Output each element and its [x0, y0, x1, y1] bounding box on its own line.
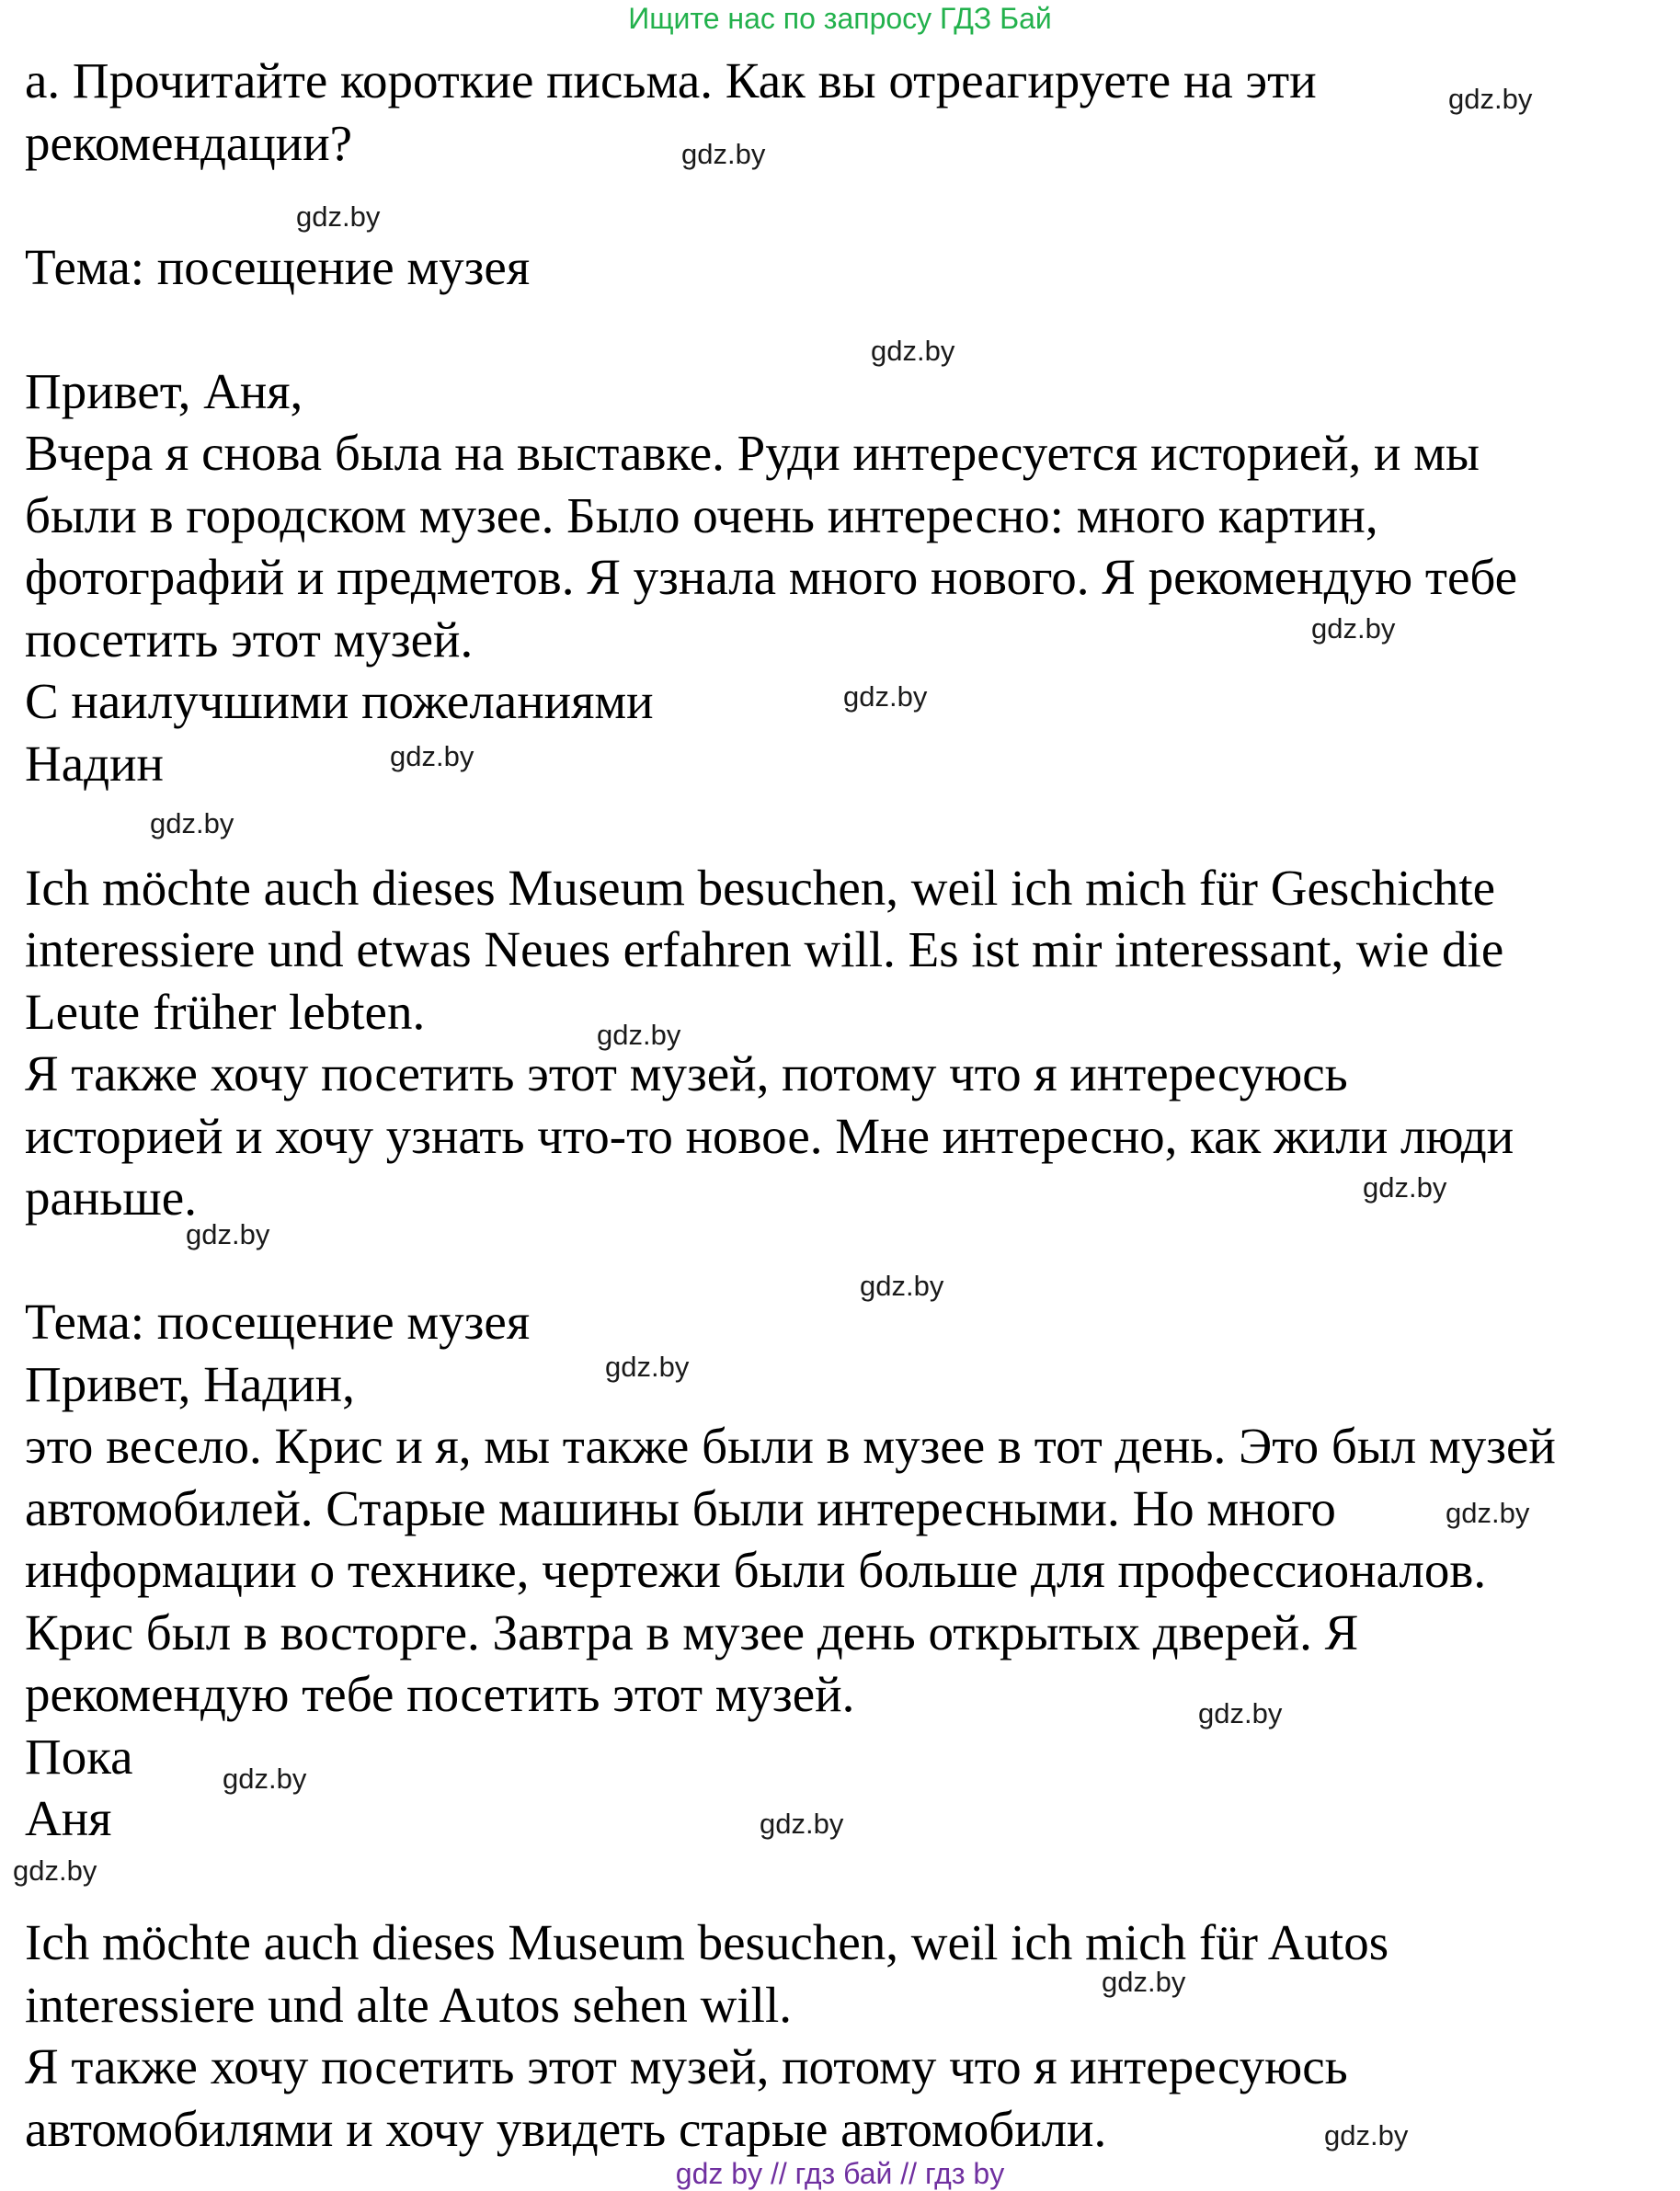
watermark-text: gdz.by [1446, 1497, 1530, 1529]
answer1-russian-line: Я также хочу посетить этот музей, потому что я интересуюсь [25, 1045, 1348, 1101]
letter1-body-line: фотографий и предметов. Я узнала много нового. Я рекомендую тебе [25, 549, 1518, 605]
letter2-body-line: автомобилей. Старые машины были интересными. Но много [25, 1479, 1336, 1536]
watermark-text: gdz.by [390, 740, 474, 772]
letter1-body-line: Вчера я снова была на выставке. Руди интересуется историей, и мы [25, 425, 1480, 481]
letter2-body-line: это весело. Крис и я, мы также были в музее в тот день. Это был музей [25, 1418, 1556, 1474]
watermark-text: gdz.by [1311, 612, 1396, 645]
header-banner[interactable]: Ищите нас по запросу ГДЗ Бай [628, 2, 1052, 35]
answer2-russian-line: Я также хочу посетить этот музей, потому что я интересуюсь [25, 2038, 1348, 2094]
letter2-body-line: информации о технике, чертежи были больше для профессионалов. [25, 1542, 1487, 1598]
watermark-text: gdz.by [843, 680, 928, 713]
letter1-closing: С наилучшими пожеланиями [25, 673, 654, 729]
watermark-text: gdz.by [186, 1218, 270, 1250]
watermark-text: gdz.by [860, 1270, 944, 1302]
letter2-body-line: рекомендую тебе посетить этот музей. [25, 1666, 855, 1722]
spacer [25, 1229, 1675, 1292]
letter1-signature: Надин [25, 735, 164, 792]
letter2-subject: Тема: посещение музея [25, 1294, 531, 1350]
watermark-text: gdz.by [871, 335, 955, 367]
document-content [25, 50, 1675, 2160]
task-line-1: a. Прочитайте короткие письма. Как вы отреагируете на эти [25, 52, 1317, 108]
watermark-text: gdz.by [1102, 1966, 1186, 1998]
watermark-text: gdz.by [13, 1854, 97, 1887]
letter2-signature: Аня [25, 1790, 112, 1846]
spacer [25, 794, 1675, 857]
watermark-text: gdz.by [223, 1763, 307, 1795]
spacer [25, 1850, 1675, 1912]
watermark-text: gdz.by [1448, 83, 1533, 115]
letter2-closing: Пока [25, 1728, 133, 1785]
watermark-text: gdz.by [1363, 1171, 1447, 1204]
spacer [25, 174, 1675, 236]
watermark-text: gdz.by [605, 1351, 690, 1383]
footer-banner[interactable]: gdz by // гдз бай // гдз by [675, 2157, 1005, 2190]
spacer [25, 298, 1675, 360]
letter1-greeting: Привет, Аня, [25, 362, 303, 419]
letter1-subject: Тема: посещение музея [25, 238, 531, 295]
watermark-text: gdz.by [760, 1808, 844, 1840]
watermark-text: gdz.by [150, 807, 234, 839]
answer1-german-line: interessiere und etwas Neues erfahren will. Es ist mir interessant, wie die [25, 921, 1504, 977]
letter1-body-line: посетить этот музей. [25, 611, 474, 668]
task-line-2: рекомендации? [25, 114, 353, 171]
answer1-russian-line: историей и хочу узнать что-то новое. Мне интересно, как жили люди [25, 1107, 1514, 1164]
watermark-text: gdz.by [1324, 2119, 1409, 2151]
letter2-body-line: Крис был в восторге. Завтра в музее день открытых дверей. Я [25, 1603, 1359, 1660]
answer2-russian-line: автомобилями и хочу увидеть старые автомобили. [25, 2100, 1107, 2157]
letter1-body-line: были в городском музее. Было очень интересно: много картин, [25, 486, 1378, 543]
letter2-greeting: Привет, Надин, [25, 1355, 355, 1412]
answer2-german-line: Ich möchte auch dieses Museum besuchen, weil ich mich für Autos [25, 1914, 1389, 1970]
watermark-text: gdz.by [681, 138, 766, 170]
watermark-text: gdz.by [296, 200, 381, 233]
answer1-german-line: Leute früher lebten. [25, 983, 426, 1040]
answer1-german-line: Ich möchte auch dieses Museum besuchen, weil ich mich für Geschichte [25, 859, 1496, 916]
answer2-german-line: interessiere und alte Autos sehen will. [25, 1976, 792, 2033]
answer1-russian-line: раньше. [25, 1170, 197, 1226]
watermark-text: gdz.by [1198, 1697, 1283, 1729]
watermark-text: gdz.by [597, 1019, 681, 1051]
